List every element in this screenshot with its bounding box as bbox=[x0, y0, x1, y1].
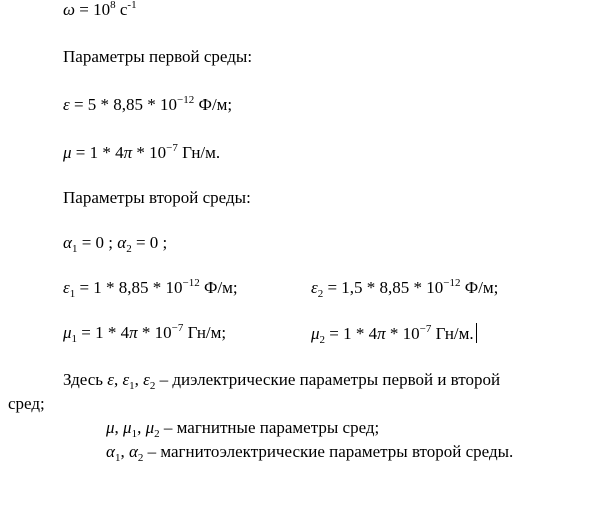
heading-second-medium: Параметры второй среды: bbox=[63, 188, 251, 207]
epsilon1-line: $\varepsilon_1 = 1 * 8,85 * 10^{-12}$ Ф/м; bbox=[63, 277, 238, 300]
note-line-2: сред; bbox=[8, 394, 45, 413]
note-line-4: $\alpha_1$, $\alpha_2$ – магнитоэлектрические параметры второй среды. bbox=[106, 442, 514, 464]
epsilon2-line: $\varepsilon_2 = 1,5 * 8,85 * 10^{-12}$ Ф/м; bbox=[311, 277, 499, 300]
heading-first-medium: Параметры первой среды: bbox=[63, 47, 253, 66]
text-cursor bbox=[476, 323, 477, 343]
note-line-1: Здесь ε, $\varepsilon_1$, $\varepsilon_2$ – диэлектрические параметры первой и второй bbox=[63, 370, 501, 392]
note-line-3: μ, $\mu_1$, $\mu_2$ – магнитные параметры сред; bbox=[106, 418, 380, 440]
mu1-line: $\mu_1 = 1 * 4\pi * 10^{-7}$ Гн/м; bbox=[63, 322, 227, 345]
omega-symbol: ω bbox=[63, 0, 76, 19]
epsilon-line: $\varepsilon = 5 * 8,85 * 10^{-12}$ Ф/м; bbox=[63, 94, 233, 114]
mu-line: $\mu = 1 * 4\pi * 10^{-7}$ Гн/м. bbox=[63, 142, 221, 162]
mu2-line: $\mu_2 = 1 * 4\pi * 10^{-7}$ Гн/м. bbox=[311, 323, 477, 344]
alpha-line: $\alpha_1 = 0$ ; $\alpha_2 = 0$ ; bbox=[63, 233, 168, 255]
omega-line: $\omega = 10^8$ $с^{-1}$ bbox=[63, 0, 137, 19]
